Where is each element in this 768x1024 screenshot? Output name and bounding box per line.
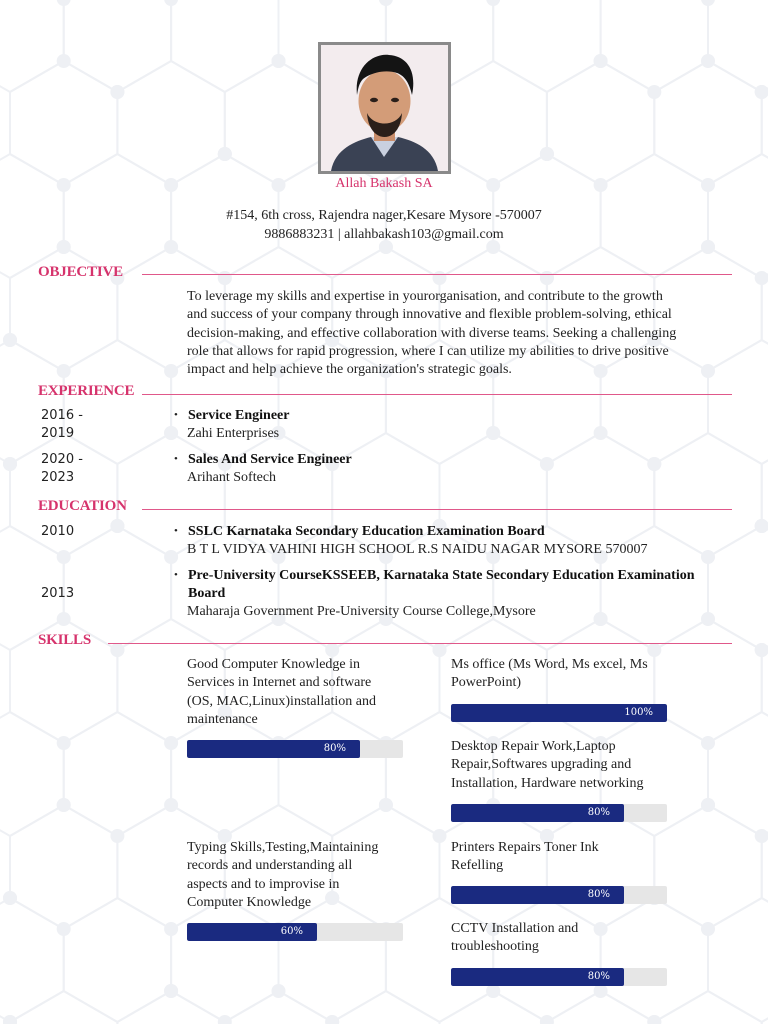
job-title: Service Engineer [188, 408, 290, 423]
avatar-portrait-icon [321, 45, 448, 171]
education-institution: B T L VIDYA VAHINI HIGH SCHOOL R.S NAIDU NAGAR MYSORE 570007 [187, 542, 648, 557]
objective-line: role that allows for rapid progression, where I can utilize my abilities to drive positive [187, 343, 669, 359]
skill-description [451, 656, 691, 693]
skill-percent-label: 80% [587, 807, 610, 818]
address: #154, 6th cross, Rajendra nager,Kesare Mysore -570007 [226, 208, 542, 223]
skills-divider [108, 643, 732, 644]
education-title: SSLC Karnataka Secondary Education Examination Board [188, 524, 545, 539]
skill-percent-label: 80% [587, 889, 610, 900]
skill-line: Computer Knowledge [187, 894, 312, 910]
skill-line: troubleshooting [451, 939, 539, 955]
skill-progress-bar [451, 704, 667, 722]
skill-description [187, 656, 427, 729]
skill-description [187, 839, 427, 912]
education-heading: EDUCATION [38, 498, 127, 514]
education-year: 2010 [41, 524, 75, 539]
skill-line: Refelling [451, 858, 504, 874]
experience-year-end: 2019 [41, 426, 75, 441]
skill-line: aspects and to improvise in [187, 876, 340, 892]
education-title-cont: Board [188, 586, 226, 601]
skill-percent-label: 80% [323, 743, 346, 754]
objective-text [187, 288, 732, 379]
skill-line: Repair,Softwares upgrading and [451, 757, 632, 773]
skill-progress-bar [451, 886, 667, 904]
skill-description [451, 839, 691, 876]
company-name: Zahi Enterprises [187, 426, 280, 441]
skill-line: Desktop Repair Work,Laptop [451, 739, 616, 754]
candidate-name: Allah Bakash SA [335, 176, 433, 191]
skill-line: (OS, MAC,Linux)installation and [187, 693, 376, 709]
objective-line: and success of your company through innovative and flexible problem-solving, ethical [187, 307, 672, 323]
skill-line: Services in Internet and software [187, 675, 372, 691]
skill-progress-bar [451, 804, 667, 822]
skill-line: PowerPoint) [451, 675, 521, 691]
skill-line: Installation, Hardware networking [451, 775, 644, 791]
bullet-icon: • [174, 453, 178, 465]
education-institution: Maharaja Government Pre-University Course College,Mysore [187, 604, 536, 619]
experience-year-end: 2023 [41, 470, 75, 485]
skill-line: records and understanding all [187, 858, 353, 874]
skill-line: CCTV Installation and [451, 921, 579, 936]
skill-line: Typing Skills,Testing,Maintaining [187, 840, 379, 855]
education-year: 2013 [41, 586, 75, 601]
experience-divider [142, 394, 732, 395]
company-name: Arihant Softech [187, 470, 277, 485]
experience-heading: EXPERIENCE [38, 383, 135, 399]
bullet-icon: • [174, 409, 178, 421]
experience-year-start: 2020 - [41, 452, 83, 467]
skill-percent-label: 80% [587, 971, 610, 982]
skill-description [451, 738, 691, 793]
objective-heading: OBJECTIVE [38, 264, 123, 280]
skill-line: Good Computer Knowledge in [187, 657, 361, 672]
skill-line: Printers Repairs Toner Ink [451, 840, 599, 855]
objective-divider [142, 274, 732, 275]
skills-heading: SKILLS [38, 632, 91, 648]
bullet-icon: • [174, 525, 178, 537]
profile-photo [318, 42, 451, 174]
skill-progress-bar [187, 923, 403, 941]
bullet-icon: • [174, 569, 178, 581]
phone-email: 9886883231 | allahbakash103@gmail.com [264, 227, 504, 242]
skill-line: maintenance [187, 711, 258, 727]
job-title: Sales And Service Engineer [188, 452, 352, 467]
skill-progress-bar [451, 968, 667, 986]
objective-line: impact and help achieve the organization's strategic goals. [187, 362, 512, 378]
education-divider [142, 509, 732, 510]
objective-line: decision-making, and effective collaboration with diverse teams. Seeking a challenging [187, 325, 677, 341]
experience-year-start: 2016 - [41, 408, 83, 423]
skill-line: Ms office (Ms Word, Ms excel, Ms [451, 657, 648, 672]
skill-percent-label: 60% [280, 926, 303, 937]
skill-progress-bar [187, 740, 403, 758]
skill-percent-label: 100% [624, 707, 653, 718]
education-title: Pre-University CourseKSSEEB, Karnataka State Secondary Education Examination [188, 568, 695, 583]
skill-description [451, 920, 691, 957]
objective-line: To leverage my skills and expertise in yourorganisation, and contribute to the growth [187, 289, 663, 304]
